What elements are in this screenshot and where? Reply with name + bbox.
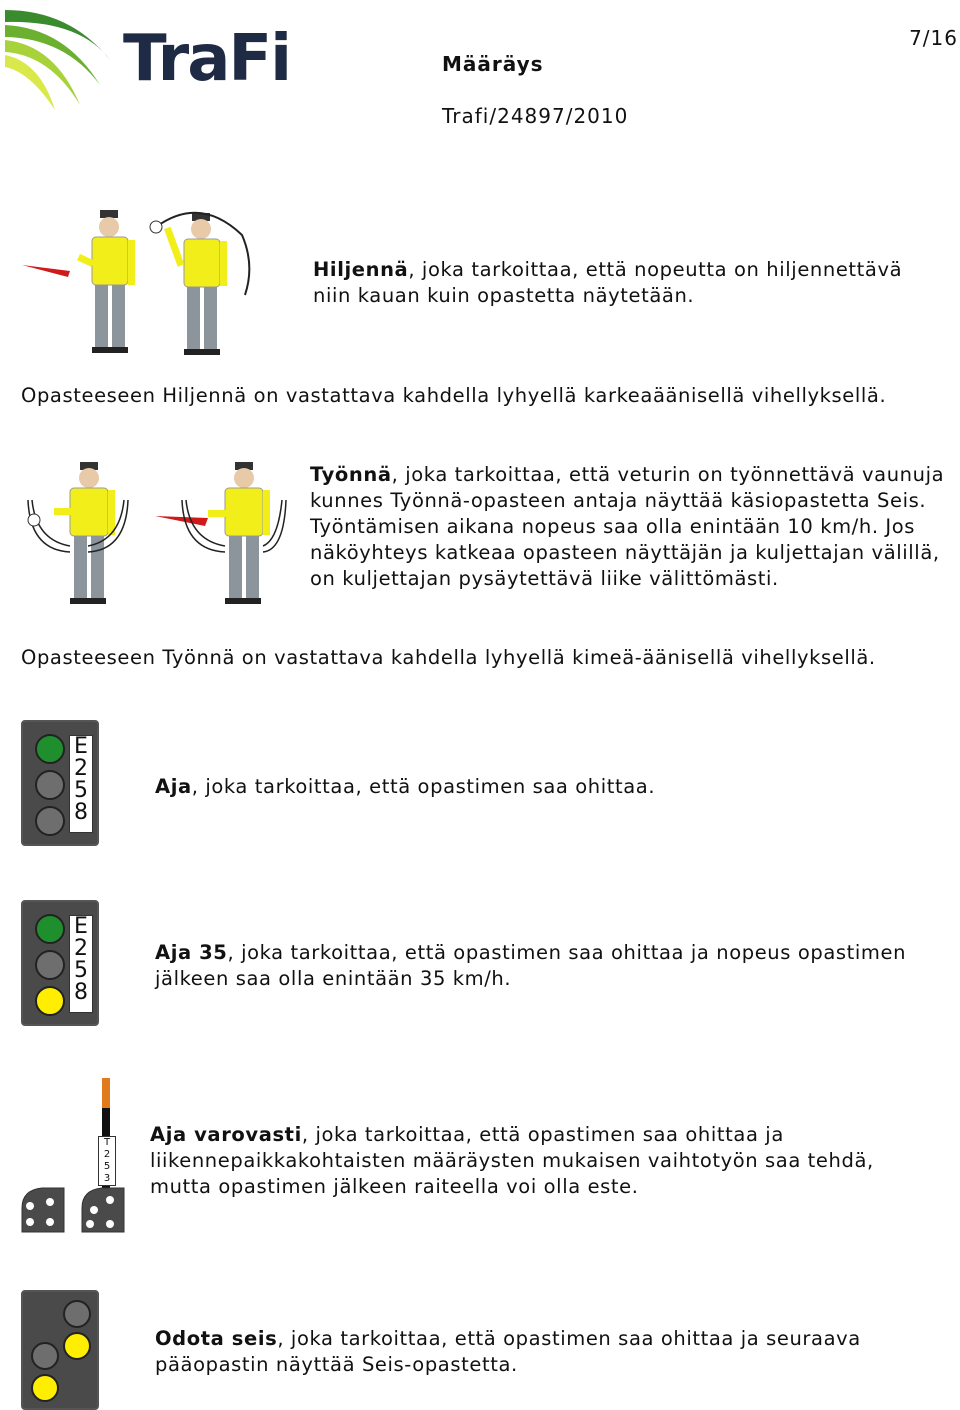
worker-figure-icon [208,462,270,604]
aja-varovasti-description [150,1122,940,1200]
plate-char: 5 [103,1161,111,1172]
plate-char: 2 [74,936,88,961]
dark-lamp-icon [35,950,65,980]
aja-description [155,774,945,800]
signal-id-plate [98,1136,116,1186]
tyonna-description [310,462,950,592]
aja-desc: , joka tarkoittaa, että opastimen saa ohittaa. [191,775,656,798]
plate-char: E [74,914,88,939]
yellow-lamp-icon [31,1374,59,1402]
plate-char: 2 [74,756,88,781]
plate-char: T [103,1137,111,1148]
plate-char: 8 [74,800,88,825]
logo-swoosh-icon [0,0,125,115]
dwarf-signal-icon [20,1186,66,1234]
plate-char: 5 [74,778,88,803]
aja-varovasti-term: Aja varovasti [150,1123,302,1146]
signal-id-plate [69,915,93,1013]
signal-odota-seis [21,1290,99,1410]
plate-char: 3 [103,1173,111,1184]
odota-seis-description [155,1326,935,1378]
hiljenna-desc: , joka tarkoittaa, että nopeutta on hiljennettävä niin kauan kuin opastetta näytetään. [313,258,903,307]
green-lamp-icon [35,914,65,944]
odota-seis-term: Odota seis [155,1327,278,1350]
aja-varovasti-desc: , joka tarkoittaa, että opastimen saa ohittaa ja liikennepaikkakohtaisten määräysten mukaisen vaihtotyön saa tehdä, mutta opastimen jälkeen raiteella voi olla este. [150,1123,874,1198]
dark-lamp-icon [63,1300,91,1328]
dark-lamp-icon [35,806,65,836]
white-disc-icon [28,514,40,526]
yellow-lamp-icon [63,1332,91,1360]
hiljenna-note: Opasteeseen Hiljennä on vastattava kahdella lyhyellä karkeaäänisellä vihellyksellä. [21,384,887,407]
plate-char: 2 [103,1149,111,1160]
signal-aja-35 [21,900,99,1026]
hiljenna-term: Hiljennä [313,258,409,281]
aja35-description [155,940,950,992]
worker-figure-icon [164,213,227,355]
signal-aja [21,720,99,846]
doc-id: Trafi/24897/2010 [442,104,629,128]
doc-type: Määräys [442,52,544,76]
tyonna-illustration [20,460,300,610]
aja35-term: Aja 35 [155,941,228,964]
yellow-lamp-icon [35,986,65,1016]
aja-term: Aja [155,775,192,798]
worker-figure-icon [77,210,135,353]
red-flag-icon [155,516,208,526]
signal-aja-varovasti [20,1078,130,1238]
plate-char: 5 [74,958,88,983]
plate-char: 8 [74,980,88,1005]
page-number: 7/16 [909,26,958,50]
red-flag-icon [22,265,70,277]
hiljenna-illustration [20,205,260,365]
plate-char: E [74,734,88,759]
tyonna-term: Työnnä [310,463,392,486]
hiljenna-description [313,257,943,309]
tyonna-desc: , joka tarkoittaa, että veturin on työnnettävä vaunuja kunnes Työnnä-opasteen antaja näyttää käsiopastetta Seis. Työntämisen aikana nopeus saa olla enintään 10 km/h. Jos näköyhteys katkeaa opasteen näyttäjän ja kuljettajan välillä, on kuljettajan pysäytettävä liike välittömästi. [310,463,945,590]
trafi-logo [0,0,291,120]
odota-seis-desc: , joka tarkoittaa, että opastimen saa ohittaa ja seuraava pääopastin näyttää Seis-opastetta. [155,1327,861,1376]
green-lamp-icon [35,734,65,764]
signal-id-plate [69,735,93,833]
white-disc-icon [150,221,162,233]
worker-figure-icon [54,462,115,604]
logo-text: TraFi [123,22,291,96]
dark-lamp-icon [31,1342,59,1370]
tyonna-note: Opasteeseen Työnnä on vastattava kahdella lyhyellä kimeä-äänisellä vihellyksellä. [21,646,876,669]
dwarf-signal-icon [80,1186,126,1234]
dark-lamp-icon [35,770,65,800]
aja35-desc: , joka tarkoittaa, että opastimen saa ohittaa ja nopeus opastimen jälkeen saa olla enintään 35 km/h. [155,941,907,990]
